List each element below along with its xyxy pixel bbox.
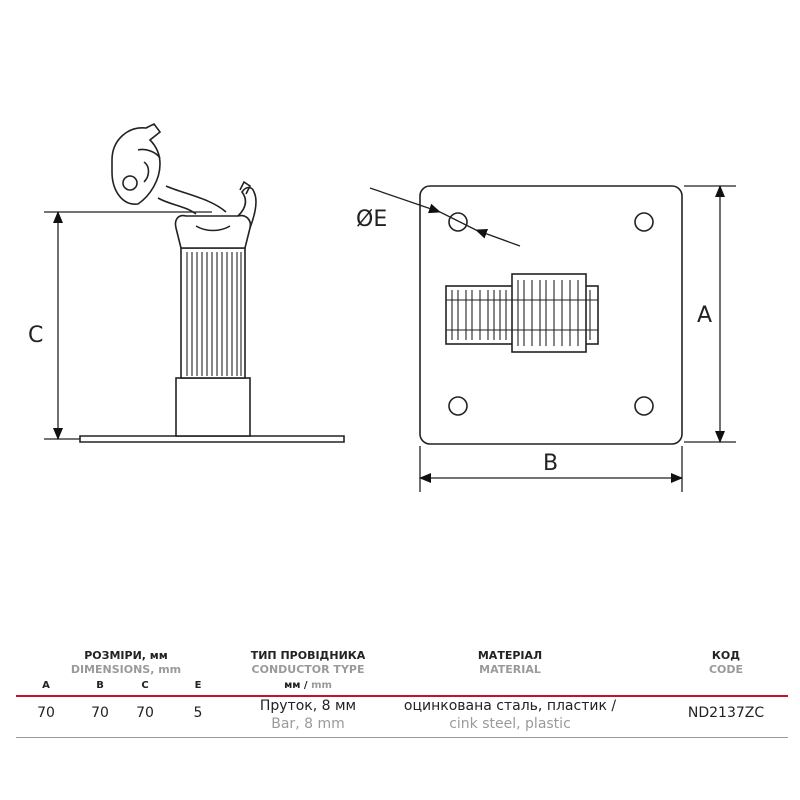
value-conductor-en: Bar, 8 mm: [271, 716, 345, 732]
top-view: [420, 186, 682, 444]
header-divider: [16, 695, 788, 697]
dimension-e-label: ØE: [356, 207, 388, 232]
side-view: [80, 124, 344, 442]
side-base-plate: [80, 436, 344, 442]
header-conductor-en: CONDUCTOR TYPE: [251, 663, 365, 676]
value-conductor: Пруток, 8 мм: [259, 698, 357, 714]
header-dimensions: РОЗМІРИ, мм: [84, 649, 168, 662]
units-ua: мм /: [284, 680, 308, 691]
side-collar: [176, 378, 250, 436]
column-a: A: [42, 680, 50, 691]
header-material: МАТЕРІАЛ: [477, 649, 543, 662]
units-en: mm: [311, 680, 332, 691]
side-latch-lever: [112, 124, 160, 204]
column-c: C: [141, 680, 149, 691]
header-code: КОД: [711, 649, 741, 662]
header-conductor: ТИП ПРОВІДНИКА: [250, 649, 366, 662]
dimension-c-label: C: [28, 323, 44, 348]
dimension-b-label: B: [543, 451, 559, 476]
header-code-en: CODE: [708, 663, 744, 676]
side-ribbed-column: [181, 248, 245, 378]
value-material-en: cink steel, plastic: [449, 716, 571, 732]
value-code: ND2137ZC: [687, 705, 765, 721]
header-material-en: MATERIAL: [479, 663, 541, 676]
column-e: E: [194, 680, 202, 691]
header-dimensions-en: DIMENSIONS, mm: [70, 663, 182, 676]
value-b: 70: [91, 705, 109, 721]
side-clip-head: [175, 216, 250, 248]
side-latch-hole: [123, 176, 137, 190]
value-e: 5: [193, 705, 203, 721]
table-bottom-divider: [16, 737, 788, 738]
column-units: [258, 680, 358, 691]
column-b: B: [96, 680, 104, 691]
dimension-a-label: A: [697, 303, 713, 328]
value-a: 70: [37, 705, 55, 721]
value-material: оцинкована сталь, пластик /: [403, 698, 617, 714]
value-c: 70: [136, 705, 154, 721]
